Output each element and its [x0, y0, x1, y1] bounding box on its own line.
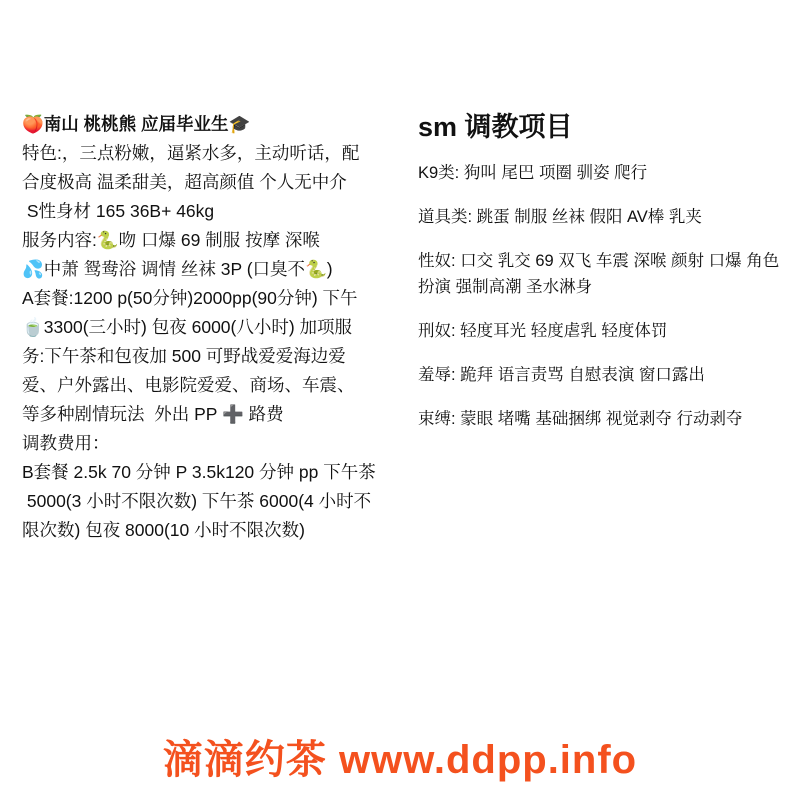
footer-watermark-text: 滴滴约茶 www.ddpp.info	[162, 738, 638, 782]
profile-line-3: 合度极高 温柔甜美，超高颜值 个人无中介	[22, 172, 347, 192]
profile-line-7: A套餐:1200 p(50分钟)2000pp(90分钟) 下午	[22, 288, 358, 308]
profile-line-13: B套餐 2.5k 70 分钟 P 3.5k120 分钟 pp 下午茶	[22, 462, 376, 482]
profile-line-10: 爱、户外露出、电影院爱爱、商场、车震、	[22, 375, 355, 395]
profile-line-6: 💦中萧 鸳鸯浴 调情 丝袜 3P (口臭不🐍)	[22, 259, 333, 279]
profile-line-14: 5000(3 小时不限次数) 下午茶 6000(4 小时不	[22, 491, 372, 511]
footer-banner	[0, 735, 800, 785]
profile-line-4: S性身材 165 36B+ 46kg	[22, 201, 215, 221]
tools-section: 道具类: 跳蛋 制服 丝袜 假阳 AV棒 乳夹	[418, 208, 702, 226]
sex-slave-section: 性奴: 口交 乳交 69 双飞 车震 深喉 颜射 口爆 角色扮演 强制高潮 圣水淋身	[418, 252, 780, 296]
humiliation-section: 羞辱: 跪拜 语言责骂 自慰表演 窗口露出	[418, 366, 705, 384]
page-title: sm 调教项目	[418, 112, 573, 142]
bondage-section: 束缚: 蒙眼 堵嘴 基础捆绑 视觉剥夺 行动剥夺	[418, 410, 743, 428]
profile-line-12: 调教费用：	[22, 433, 110, 453]
profile-line-2: 特色:，三点粉嫩，逼紧水多，主动听话，配	[22, 143, 360, 163]
right-content-column	[418, 110, 788, 450]
profile-line-11: 等多种剧情玩法 外出 PP ➕ 路费	[22, 404, 284, 424]
profile-title-line: 🍑南山 桃桃熊 应届毕业生🎓	[22, 114, 251, 134]
profile-line-5: 服务内容:🐍吻 口爆 69 制服 按摩 深喉	[22, 230, 320, 250]
left-content-column	[22, 110, 412, 545]
punishment-section: 刑奴: 轻度耳光 轻度虐乳 轻度体罚	[418, 322, 668, 340]
profile-line-8: 🍵3300(三小时) 包夜 6000(八小时) 加项服	[22, 317, 353, 337]
profile-line-15: 限次数) 包夜 8000(10 小时不限次数)	[22, 520, 305, 540]
profile-line-9: 务:下午茶和包夜加 500 可野战爱爱海边爱	[22, 346, 346, 366]
k9-section: K9类: 狗叫 尾巴 项圈 驯姿 爬行	[418, 164, 648, 182]
